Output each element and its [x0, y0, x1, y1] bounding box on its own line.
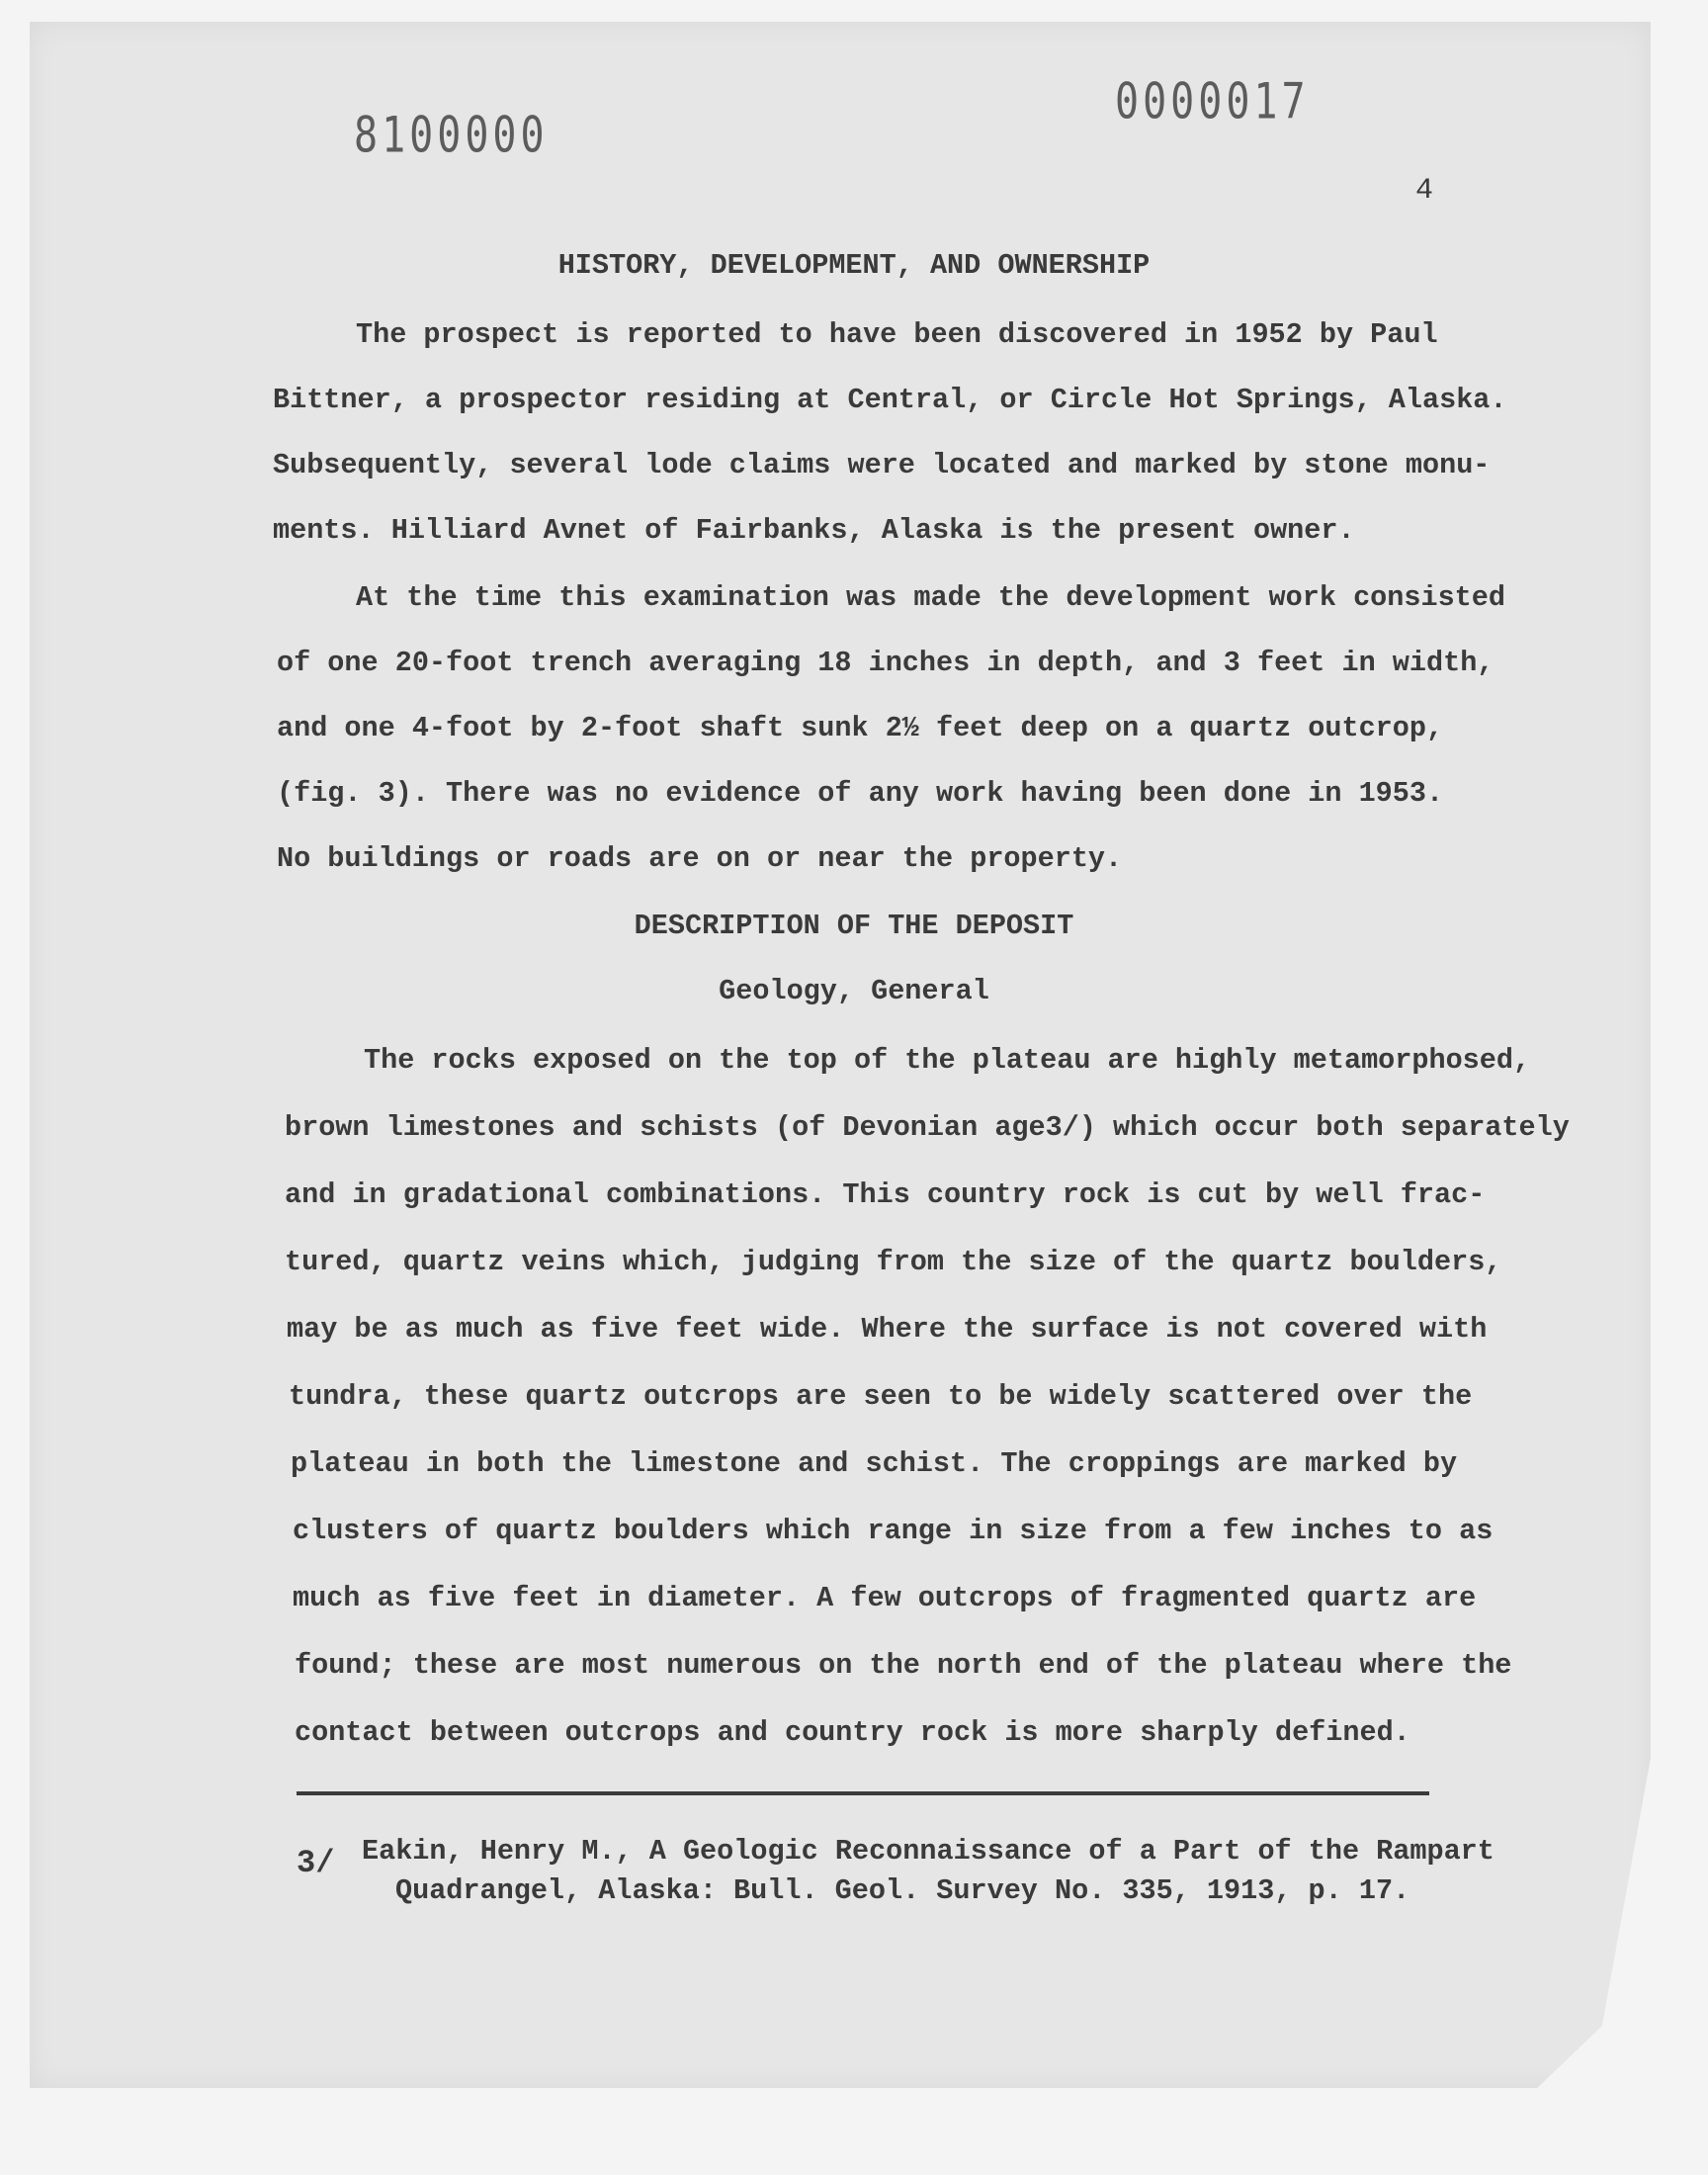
paragraph-line: found; these are most numerous on the north end of the plateau where the	[295, 1649, 1512, 1682]
paragraph-line: brown limestones and schists (of Devonian age3/) which occur both separately	[285, 1111, 1570, 1144]
section-heading-history: HISTORY, DEVELOPMENT, AND OWNERSHIP	[557, 249, 1151, 282]
footnote-rule	[297, 1791, 1429, 1795]
footnote-line: Quadrangel, Alaska: Bull. Geol. Survey No. 335, 1913, p. 17.	[395, 1874, 1410, 1907]
section-heading-description: DESCRIPTION OF THE DEPOSIT	[634, 910, 1074, 942]
paragraph-line: much as five feet in diameter. A few outcrops of fragmented quartz are	[293, 1582, 1477, 1614]
paragraph-line: plateau in both the limestone and schist. The croppings are marked by	[291, 1447, 1458, 1480]
paragraph-line: of one 20-foot trench averaging 18 inches in depth, and 3 feet in width,	[277, 647, 1494, 679]
paragraph-line: and in gradational combinations. This country rock is cut by well frac-	[285, 1178, 1486, 1211]
paragraph-line: The prospect is reported to have been discovered in 1952 by Paul	[356, 318, 1438, 351]
subheading-geology: Geology, General	[719, 975, 989, 1007]
paragraph-line: tundra, these quartz outcrops are seen to be widely scattered over the	[289, 1380, 1473, 1413]
paragraph-line: ments. Hilliard Avnet of Fairbanks, Alaska is the present owner.	[273, 514, 1355, 547]
paragraph-line: contact between outcrops and country rock is more sharply defined.	[295, 1716, 1410, 1749]
footnote-line: Eakin, Henry M., A Geologic Reconnaissance of a Part of the Rampart	[362, 1835, 1494, 1868]
paragraph-line: and one 4-foot by 2-foot shaft sunk 2½ feet deep on a quartz outcrop,	[277, 712, 1444, 744]
document-stamp-right: 0000017	[1115, 73, 1310, 130]
paragraph-line: Subsequently, several lode claims were located and marked by stone monu-	[273, 449, 1491, 481]
document-stamp-left: 8100000	[354, 107, 549, 164]
paragraph-line: Bittner, a prospector residing at Central, or Circle Hot Springs, Alaska.	[273, 384, 1507, 416]
footnote-marker: 3/	[297, 1845, 335, 1881]
paragraph-line: tured, quartz veins which, judging from the size of the quartz boulders,	[285, 1246, 1502, 1278]
paragraph-line: (fig. 3). There was no evidence of any work having been done in 1953.	[277, 777, 1444, 810]
paragraph-line: clusters of quartz boulders which range in size from a few inches to as	[293, 1515, 1494, 1547]
paragraph-line: The rocks exposed on the top of the plateau are highly metamorphosed,	[364, 1044, 1531, 1077]
paragraph-line: At the time this examination was made the development work consisted	[356, 581, 1505, 614]
page-number: 4	[1415, 174, 1434, 208]
paragraph-line: No buildings or roads are on or near the property.	[277, 842, 1123, 875]
paragraph-line: may be as much as five feet wide. Where the surface is not covered with	[287, 1313, 1488, 1346]
